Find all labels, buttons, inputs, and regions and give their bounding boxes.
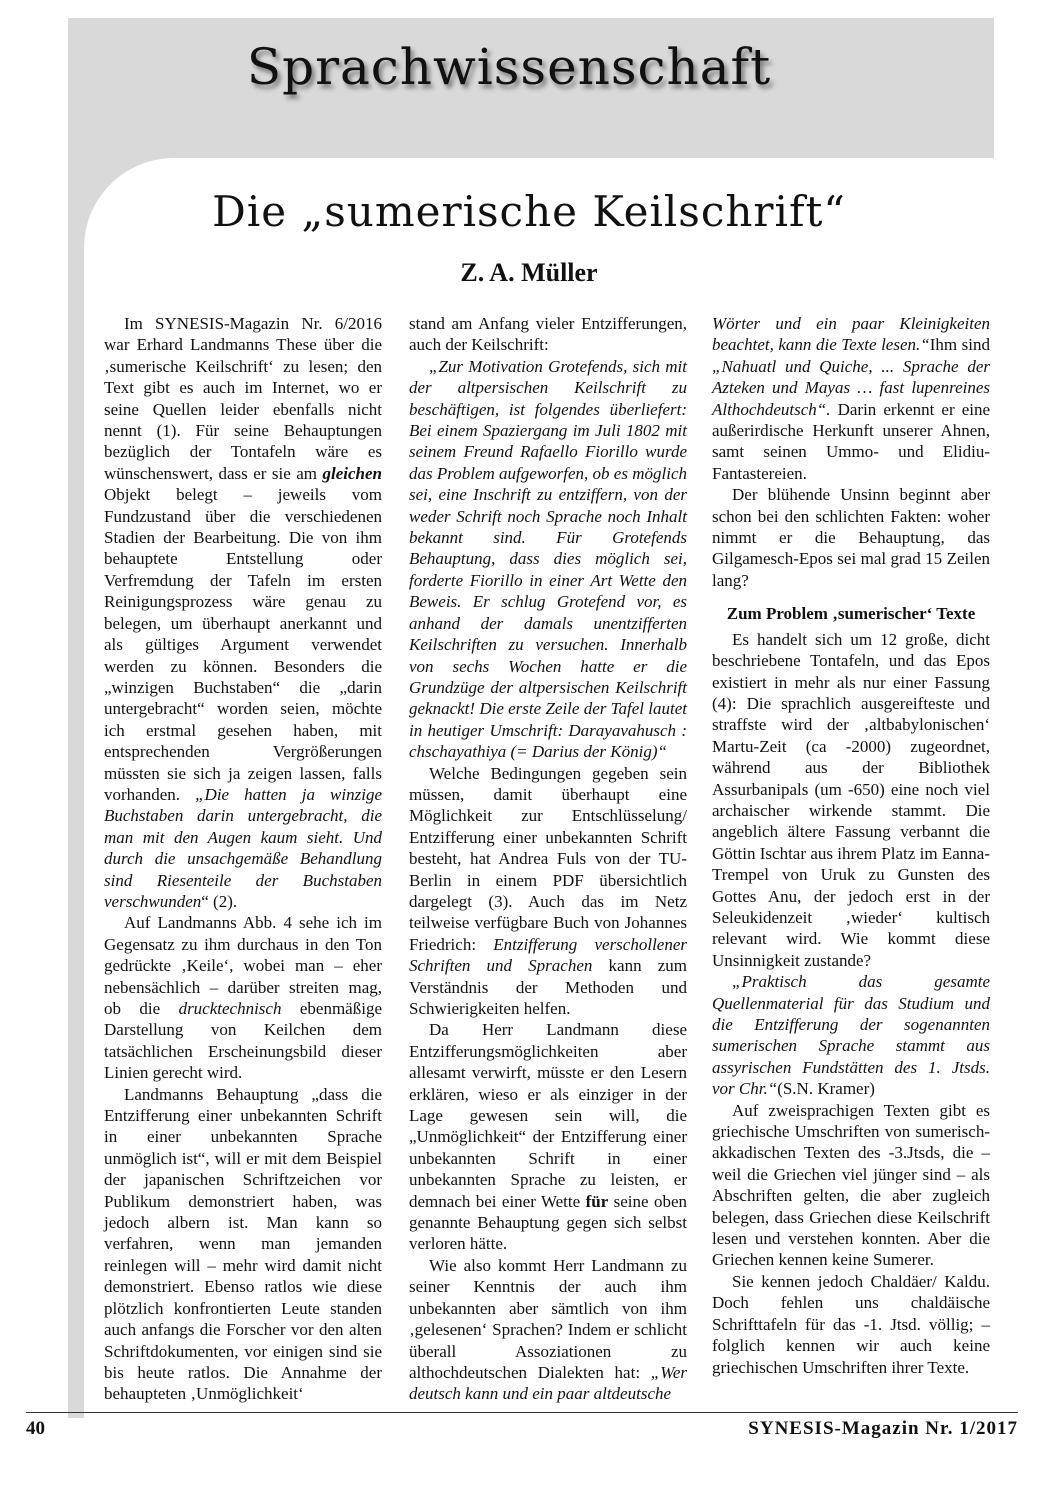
subheading: Zum Problem ‚sumerischer‘ Texte	[726, 604, 976, 624]
section-title: Sprachwissenschaft	[246, 38, 772, 96]
text-column-3	[712, 313, 990, 1378]
page-number: 40	[26, 1418, 45, 1439]
text-column-1	[104, 313, 382, 1405]
text-column-2	[409, 313, 687, 1405]
paragraph: Da Herr Landmann diese Entzifferungsmöglichkeiten aber allesamt verwirft, müsste er den Lesern erklären, wieso er als einziger in der Lage gewesen sein will, die „Unmöglichkeit“ der Entzifferung einer unbekannten Schrift in einer unbekannten Sprache zu leisten, er demnach bei einer Wette für seine oben genannte Behauptung gegen sich selbst verloren hätte.	[409, 1020, 688, 1254]
paragraph: Sie kennen jedoch Chaldäer/ Kaldu. Doch fehlen uns chaldäische Schrifttafeln für das -1. Jtsd. völlig; – folglich kennen wir auch keine griechischen Umschriften ihrer Texte.	[712, 1271, 990, 1377]
paragraph: Wie also kommt Herr Landmann zu seiner Kenntnis der auch ihm unbekannten aber sämtlich von ihm ‚gelesenen‘ Sprachen? Indem er schlicht überall Assoziationen zu althochdeutschen Dialekten hat: „Wer deutsch kann und ein paar altdeutsche	[409, 1255, 687, 1404]
paragraph: Auf Landmanns Abb. 4 sehe ich im Gegensatz zu ihm durchaus in den Ton gedrückte ‚Keile‘, wobei man – eher nebensächlich – darüber streiten mag, ob die drucktechnisch ebenmäßige Darstellung von Keilchen dem tatsächlichen Erscheinungsbild dieser Linien gerecht wird.	[104, 913, 382, 1083]
paragraph: stand am Anfang vieler Entzifferungen, auch der Keilschrift:	[409, 314, 687, 355]
quote-paragraph: „Praktisch das gesamte Quellenmaterial für das Studium und die Entzifferung der sogenannten sumerischen Sprache stammt aus assyrischen Fundstätten des 1. Jtsds. vor Chr.“(S.N. Kramer)	[712, 972, 990, 1099]
paragraph: Im SYNESIS-Magazin Nr. 6/2016 war Erhard Landmanns These über die ‚sumerische Keilschrift‘ zu lesen; den Text gibt es auch im Internet, wo er seine Quellen leider ebenfalls nicht nennt (1). Für seine Behauptungen bezüglich der Tontafeln wäre es wünschenswert, dass er sie am gleichen Objekt belegt – jeweils vom Fundzustand über die verschiedenen Stadien der Bearbeitung. Die von ihm behauptete Entstellung oder Verfremdung der Tafeln im ersten Reinigungsprozess wäre genau zu belegen, um überhaupt anerkannt und als gültiges Argument verwendet werden zu können. Besonders die „winzigen Buchstaben“ die „darin untergebracht“ worden seien, möchte ich erstmal gesehen haben, mit entsprechenden Vergrößerungen müssten sie sich ja zeigen lassen, falls vorhanden. „Die hatten ja winzige Buchstaben darin untergebracht, die man mit den Augen kaum sieht. Und durch die unsachgemäße Behandlung sind Riesenteile der Buchstaben verschwunden“ (2).	[104, 314, 382, 911]
paragraph: Der blühende Unsinn beginnt aber schon bei den schlichten Fakten: woher nimmt er die Behauptung, das Gilgamesch-Epos sei mal grad 15 Zeilen lang?	[712, 485, 990, 590]
paragraph: Welche Bedingungen gegeben sein müssen, damit überhaupt eine Möglichkeit zur Entschlüsselung/ Entzifferung einer unbekannten Schrift besteht, hat Andrea Fuls von der TU-Berlin in einem PDF übersichtlich dargelegt (3). Auch das im Netz teilweise verfügbare Buch von Johannes Friedrich: Entzifferung verschollener Schriften und Sprachen kann zum Verständnis der Methoden und Schwierigkeiten helfen.	[409, 763, 687, 1018]
paragraph: Landmanns Behauptung „dass die Entzifferung einer unbekannten Schrift in einer unbekannten Sprache unmöglich ist“, will er mit dem Beispiel der japanischen Schriftzeichen vor Publikum demonstriert haben, was jedoch albern ist. Man kann so verfahren, wenn man jemanden reinlegen will – mehr wird damit nicht demonstriert. Ebenso ratlos wie diese plötzlich konfrontierten Leute standen auch anfangs die Forscher vor den alten Schriftdokumenten, vor einigen sind sie bis heute ratlos. Die Annahme der behaupteten ‚Unmöglichkeit‘	[104, 1084, 382, 1404]
paragraph: Auf zweisprachigen Texten gibt es griechische Umschriften von sumerisch-akkadischen Texten des -3.Jtsds, die – weil die Griechen viel jünger sind – als Abschriften gelten, die aber zugleich belegen, dass Griechen diese Keilschrift lesen und verstehen konnten. Aber die Griechen kennen keine Sumerer.	[712, 1100, 990, 1270]
article-author: Z. A. Müller	[460, 258, 598, 287]
quote-paragraph: „Zur Motivation Grotefends, sich mit der altpersischen Keilschrift zu beschäftigen, ist folgendes überliefert: Bei einem Spaziergang im Juli 1802 mit seinem Freund Rafaello Fiorillo wurde das Problem aufgeworfen, ob es möglich sei, eine Inschrift zu entziffern, von der weder Schrift noch Sprache noch Inhalt bekannt sind. Für Grotefends Behauptung, dass dies möglich sei, forderte Fiorillo in einer Art Wette den Beweis. Er schlug Grotefend vor, es anhand der damals unentzifferten Keilschriften zu versuchen. Innerhalb von sechs Wochen hatte er die Grundzüge der altpersischen Keilschrift geknackt! Die erste Zeile der Tafel lautet in heutiger Umschrift: Darayavahusch : chschayathiya (= Darius der König)“	[409, 356, 687, 762]
footer-magazine-issue: SYNESIS-Magazin Nr. 1/2017	[748, 1418, 1018, 1439]
footer-divider	[26, 1412, 1018, 1413]
paragraph: Es handelt sich um 12 große, dicht beschriebene Tontafeln, und das Epos existiert in mehr als nur einer Fassung (4): Die sprachlich ausgereifteste und straffste wird der ‚altbabylonischen‘ Martu-Zeit (ca -2000) zugeordnet, während aus der Bibliothek Assurbanipals (um -650) eine noch viel archaischer wirkende stammt. Die angeblich ältere Fassung verbannt die Göttin Ischtar aus ihrem Platz im Eanna-Trempel von Uruk zu Gunsten des Gottes Anu, der jedoch erst in der Seleukidenzeit ‚wieder‘ kultisch relevant wird. Wie kommt diese Unsinnigkeit zustande?	[712, 629, 990, 970]
paragraph: Wörter und ein paar Kleinigkeiten beachtet, kann die Texte lesen.“Ihm sind „Nahuatl und Quiche, ... Sprache der Azteken und Mayas … fast lupenreines Althochdeutsch“. Darin erkennt er eine außerirdische Herkunft unserer Ahnen, samt seinen Ummo- und Elidiu-Fantastereien.	[712, 314, 991, 483]
article-title: Die „sumerische Keilschrift“	[212, 187, 846, 236]
